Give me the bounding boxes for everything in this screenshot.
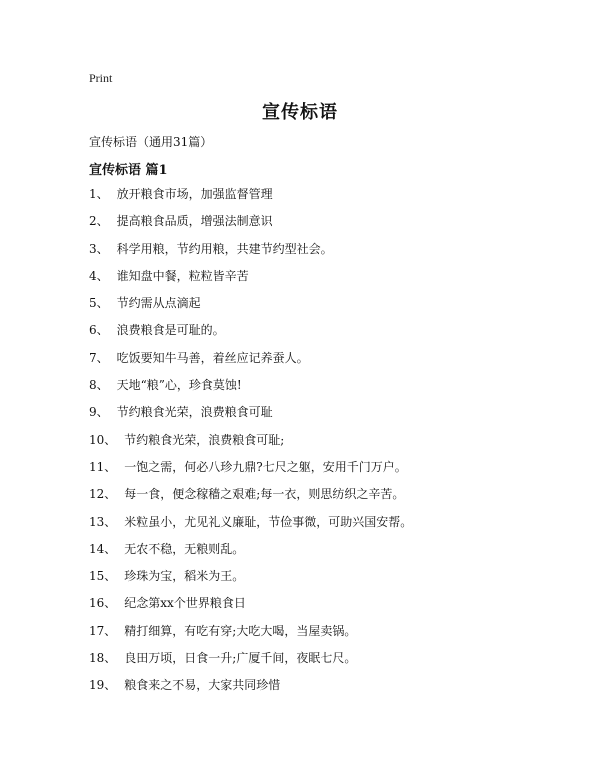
slogan-list bbox=[89, 186, 412, 705]
list-item-text: 节约粮食光荣，浪费粮食可耻; bbox=[124, 432, 285, 447]
list-item bbox=[89, 486, 412, 513]
list-item bbox=[89, 623, 412, 650]
list-item bbox=[89, 404, 412, 431]
list-item-text: 珍珠为宝，稻米为王。 bbox=[124, 569, 245, 584]
list-item-number: 4、 bbox=[89, 268, 109, 283]
list-item-number: 12、 bbox=[89, 487, 117, 502]
list-item-text: 精打细算，有吃有穿;大吃大喝，当屋卖锅。 bbox=[124, 623, 357, 638]
list-item-text: 米粒虽小，尤见礼义廉耻，节俭事微，可助兴国安帮。 bbox=[124, 514, 413, 529]
list-item bbox=[89, 459, 412, 486]
document-subtitle: 宣传标语（通用31篇） bbox=[89, 135, 213, 149]
list-item-text: 节约需从点滴起 bbox=[116, 296, 201, 311]
list-item bbox=[89, 268, 412, 295]
list-item bbox=[89, 514, 412, 541]
list-item bbox=[89, 432, 412, 459]
list-item bbox=[89, 350, 412, 377]
list-item-text: 节约粮食光荣，浪费粮食可耻 bbox=[116, 405, 273, 420]
list-item-text: 天地“粮”心，珍食莫蚀! bbox=[116, 378, 242, 393]
list-item bbox=[89, 541, 412, 568]
list-item-text: 一饱之需，何必八珍九鼎?七尺之躯，安用千门万户。 bbox=[124, 459, 407, 474]
list-item-number: 8、 bbox=[89, 378, 109, 393]
list-item-text: 科学用粮，节约用粮，共建节约型社会。 bbox=[116, 241, 333, 256]
list-item bbox=[89, 595, 412, 622]
list-item-number: 3、 bbox=[89, 241, 109, 256]
list-item-number: 10、 bbox=[89, 432, 117, 447]
list-item-number: 16、 bbox=[89, 596, 117, 611]
list-item bbox=[89, 568, 412, 595]
list-item bbox=[89, 650, 412, 677]
list-item bbox=[89, 677, 412, 704]
list-item-number: 15、 bbox=[89, 569, 117, 584]
list-item-number: 2、 bbox=[89, 214, 109, 229]
list-item-number: 9、 bbox=[89, 405, 109, 420]
list-item-text: 纪念第xx个世界粮食日 bbox=[124, 596, 246, 611]
list-item-number: 19、 bbox=[89, 678, 117, 693]
list-item-text: 放开粮食市场，加强监督管理 bbox=[116, 187, 273, 201]
list-item-number: 1、 bbox=[89, 187, 109, 201]
list-item-number: 14、 bbox=[89, 541, 117, 556]
list-item bbox=[89, 213, 412, 240]
list-item-number: 18、 bbox=[89, 651, 117, 666]
list-item-number: 11、 bbox=[89, 459, 117, 474]
list-item-number: 17、 bbox=[89, 623, 117, 638]
list-item-number: 6、 bbox=[89, 323, 109, 338]
print-label: Print bbox=[89, 71, 113, 85]
list-item bbox=[89, 186, 412, 213]
list-item-text: 无农不稳，无粮则乱。 bbox=[124, 541, 245, 556]
document-title: 宣传标语 bbox=[262, 102, 338, 123]
list-item-number: 7、 bbox=[89, 350, 109, 365]
list-item bbox=[89, 295, 412, 322]
section-heading: 宣传标语 篇1 bbox=[89, 163, 168, 178]
list-item bbox=[89, 241, 412, 268]
list-item-text: 每一食，便念稼穑之艰难;每一衣，则思纺织之辛苦。 bbox=[124, 487, 405, 502]
list-item-text: 提高粮食品质，增强法制意识 bbox=[116, 214, 273, 229]
list-item-text: 良田万顷，日食一升;广厦千间，夜眠七尺。 bbox=[124, 651, 357, 666]
list-item bbox=[89, 322, 412, 349]
list-item-text: 粮食来之不易，大家共同珍惜 bbox=[124, 678, 281, 693]
list-item-text: 谁知盘中餐，粒粒皆辛苦 bbox=[116, 268, 249, 283]
list-item bbox=[89, 377, 412, 404]
list-item-number: 5、 bbox=[89, 296, 109, 311]
list-item-text: 吃饭要知牛马善，着丝应记养蚕人。 bbox=[116, 350, 309, 365]
list-item-text: 浪费粮食是可耻的。 bbox=[116, 323, 225, 338]
list-item-number: 13、 bbox=[89, 514, 117, 529]
